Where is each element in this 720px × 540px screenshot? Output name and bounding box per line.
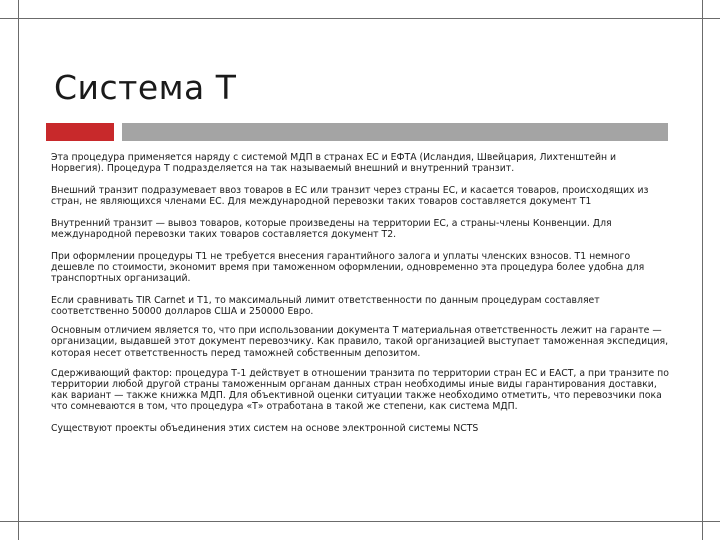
bullet-item (51, 423, 669, 434)
bullet-item (51, 368, 669, 413)
bullet-list (51, 152, 669, 445)
bullet-text: При оформлении процедуры Т1 не требуется внесения гарантийного залога и уплаты членских взносов. Т1 немного дешевле по стоимости, экономит время при таможенном оформлении, одновременно эта процедура более удобна для транспортных организаций. (51, 250, 645, 285)
bullet-item (51, 152, 669, 174)
frame-line-left (18, 0, 19, 540)
bullet-item (51, 185, 669, 207)
bullet-text: Существуют проекты объединения этих систем на основе электронной системы NCTS (51, 423, 479, 435)
title-underline-grey-segment (122, 123, 668, 141)
bullet-text: Эта процедура применяется наряду с системой МДП в странах ЕС и ЕФТА (Исландия, Швейцария, Лихтенштейн и Норвегия). Процедура Т подразделяется на так называемый внешний и внутренний транзит. (51, 152, 617, 175)
frame-line-top (0, 18, 720, 19)
bullet-item (51, 218, 669, 240)
bullet-item (51, 325, 669, 359)
title-underline-red-segment (46, 123, 114, 141)
frame-line-bottom (0, 521, 720, 522)
title-underline (46, 123, 668, 141)
bullet-item (51, 295, 669, 317)
slide-title: Система Т (54, 68, 237, 107)
frame-line-right (702, 0, 703, 540)
bullet-text: Внутренний транзит — вывоз товаров, которые произведены на территории ЕС, а страны-члены Конвенции. Для международной перевозки таких товаров составляется документ Т2. (51, 217, 612, 241)
bullet-text: Если сравнивать TIR Carnet и Т1, то максимальный лимит ответственности по данным процедурам составляет соответственно 50000 долларов США и 250000 Евро. (51, 294, 600, 318)
bullet-item (51, 251, 669, 285)
bullet-text: Сдерживающий фактор: процедура Т-1 действует в отношении транзита по территории стран ЕС и ЕАСТ, а при транзите по территории любой другой страны таможенным органам данных стран необходимы иные виды гарантирования доставки, как вариант — также книжка МДП. Для объективной оценки ситуации также необходимо отметить, что перевозчики пока что сомневаются в том, что процедура «Т» отработана в такой же степени, как система МДП. (51, 367, 669, 413)
bullet-text: Основным отличием является то, что при использовании документа Т материальная ответственность лежит на гаранте — организации, выдавшей этот документ перевозчику. Как правило, такой организацией выступает таможенная экспедиция, которая несет ответственность перед таможней собственным депозитом. (51, 325, 669, 359)
bullet-text: Внешний транзит подразумевает ввоз товаров в ЕС или транзит через страны ЕС, и касается товаров, происходящих из стран, не являющихся членами ЕС. Для международной перевозки таких товаров составляется документ Т1 (51, 184, 649, 208)
